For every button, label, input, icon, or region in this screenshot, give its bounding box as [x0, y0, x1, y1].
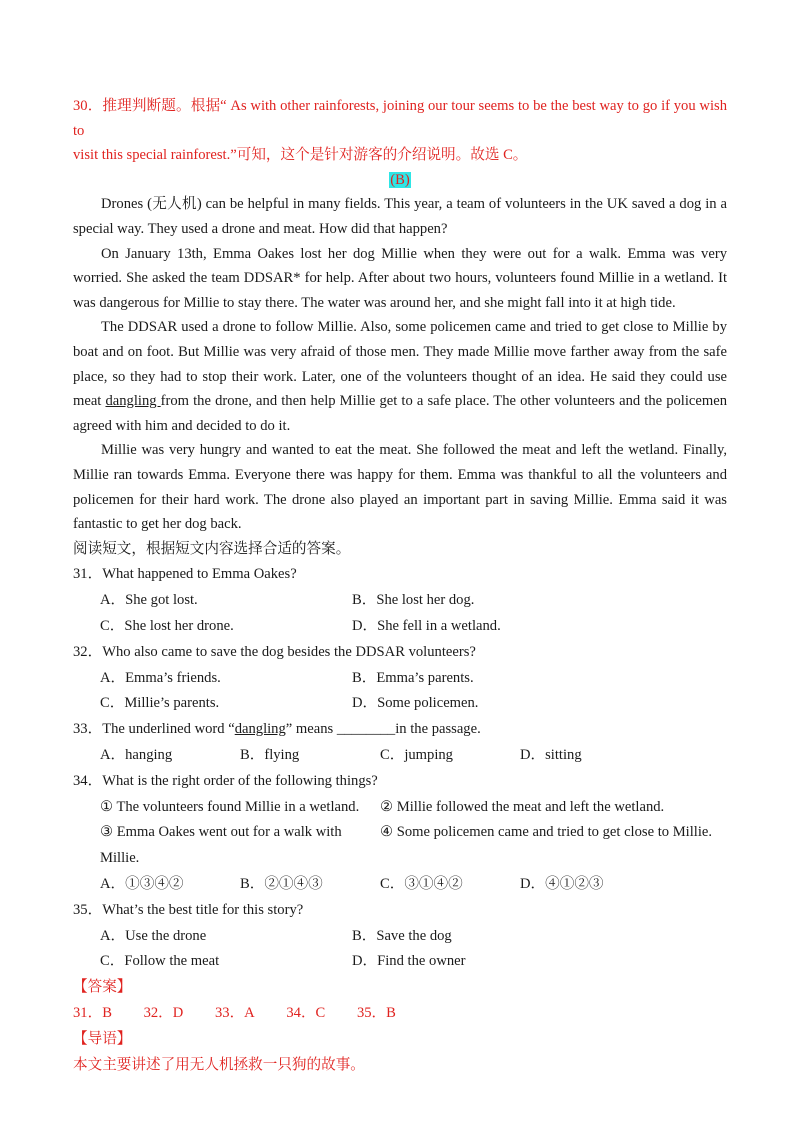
option-a: A．hanging	[100, 747, 173, 764]
answer-32: 32．D	[143, 1005, 184, 1022]
passage-paragraph-1: Drones (无人机) can be helpful in many fields. This year, a team of volunteers in the UK saved a dog in a special way. They used a drone and meat. How did that happen?	[73, 196, 727, 237]
paragraph-3-text-a: The DDSAR used a drone to follow Millie. Also, some policemen came and tried to get close to Millie by boat and on foot. But Millie was very afraid of those men. They made Millie move farther away from the safe place, so they had to stop their work. Later, one of the volunteers thought of an idea. He said they could use meat	[73, 319, 727, 410]
option-a: A．She got lost.	[100, 592, 198, 609]
option-d: D．④①②③	[520, 876, 604, 893]
option-a: A．Emma’s friends.	[100, 669, 221, 686]
passage-paragraph-2: On January 13th, Emma Oakes lost her dog Millie when they were out for a walk. Emma was very worried. She asked the team DDSAR* for help. After about two hours, volunteers found Millie in a wetland. It was dangerous for Millie to stay there. The water was around her, and she might fall into it at high tide.	[73, 245, 727, 311]
option-d: D．sitting	[520, 747, 582, 764]
question-34-events-row-1	[73, 795, 727, 821]
question-33-stem-b: ” means ________in the passage.	[285, 721, 481, 738]
paragraph-3-text-b: from the drone, and then help Millie get to a safe place. The other volunteers and the policemen agreed with him and decided to do it.	[73, 393, 727, 434]
passage-paragraph-3	[73, 315, 727, 438]
guide-label: 【导语】	[73, 1030, 132, 1047]
question-32-stem: 32．Who also came to save the dog besides the DDSAR volunteers?	[73, 643, 476, 660]
answer-34: 34．C	[286, 1005, 326, 1022]
option-b: B．②①④③	[240, 876, 323, 893]
answer-35: 35．B	[356, 1005, 396, 1022]
event-3: ③ Emma Oakes went out for a walk with Millie.	[100, 824, 342, 867]
option-c: C．Follow the meat	[100, 953, 220, 970]
answer-label: 【答案】	[73, 979, 132, 996]
option-b: B．Emma’s parents.	[352, 669, 474, 686]
prev-explanation-line-2: visit this special rainforest.”可知，这个是针对游客的介绍说明。故选 C。	[73, 147, 528, 164]
option-a: A．①③④②	[100, 876, 184, 893]
question-35-options-row-1	[73, 924, 727, 950]
option-b: B．flying	[240, 747, 300, 764]
question-35-stem: 35．What’s the best title for this story?	[73, 901, 304, 918]
event-1: ① The volunteers found Millie in a wetland.	[100, 798, 360, 815]
option-b: B．She lost her dog.	[352, 592, 475, 609]
section-label: (B)	[390, 171, 410, 188]
prev-explanation-line-1: 30．推理判断题。根据“ As with other rainforests, joining our tour seems to be the best way to go if you wish to	[73, 98, 727, 139]
option-b: B．Save the dog	[352, 927, 452, 944]
question-32-options-row-1	[73, 666, 727, 692]
option-c: C．She lost her drone.	[100, 618, 234, 635]
option-c: C．③①④②	[380, 876, 463, 893]
answer-31: 31．B	[73, 1005, 112, 1022]
question-34-events-row-2	[73, 820, 727, 872]
question-31-options-row-2	[73, 614, 727, 640]
document-page	[73, 94, 727, 1078]
question-34-stem: 34．What is the right order of the following things?	[73, 772, 378, 789]
question-33-stem-a: 33．The underlined word “	[73, 721, 235, 738]
event-2: ② Millie followed the meat and left the wetland.	[380, 798, 665, 815]
option-a: A．Use the drone	[100, 927, 207, 944]
question-31-options-row-1	[73, 588, 727, 614]
question-35-options-row-2	[73, 949, 727, 975]
section-label-row	[73, 168, 727, 193]
question-34-options	[73, 872, 727, 898]
guide-text: 本文主要讲述了用无人机拯救一只狗的故事。	[73, 1056, 365, 1073]
option-d: D．She fell in a wetland.	[352, 618, 501, 635]
question-31-stem: 31．What happened to Emma Oakes?	[73, 566, 297, 583]
underlined-word-dangling: dangling	[105, 393, 161, 410]
option-c: C．Millie’s parents.	[100, 695, 220, 712]
answer-key	[73, 1001, 727, 1027]
question-33-options	[73, 743, 727, 769]
event-4: ④ Some policemen came and tried to get close to Millie.	[380, 824, 713, 841]
question-33-underlined-word: dangling	[234, 721, 286, 738]
option-d: D．Find the owner	[352, 953, 466, 970]
question-33-stem	[73, 717, 727, 743]
instruction: 阅读短文，根据短文内容选择合适的答案。	[73, 540, 351, 557]
passage-paragraph-4: Millie was very hungry and wanted to eat the meat. She followed the meat and left the wetland. Finally, Millie ran towards Emma. Everyone there was happy for them. Emma was thankful to all the volunteers and policemen for their hard work. The drone also played an important part in saving Millie. Emma said it was fantastic to get her dog back.	[73, 442, 727, 533]
option-d: D．Some policemen.	[352, 695, 479, 712]
option-c: C．jumping	[380, 747, 453, 764]
question-32-options-row-2	[73, 691, 727, 717]
answer-33: 33．A	[214, 1005, 255, 1022]
